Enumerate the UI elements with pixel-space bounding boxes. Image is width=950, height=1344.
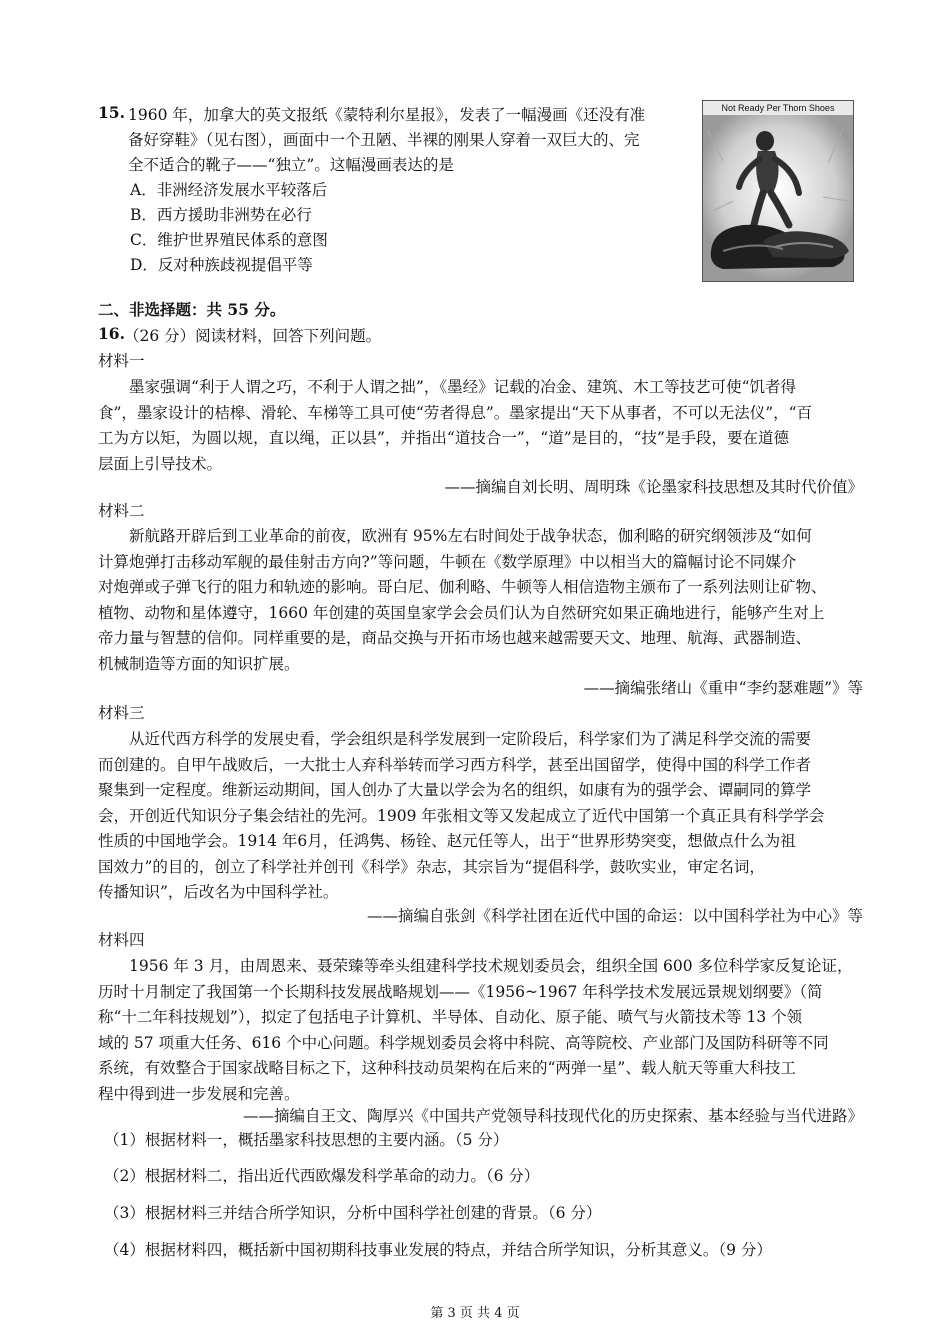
material-1-text	[98, 375, 863, 477]
material-3-line: 会，开创近代知识分子集会结社的先河。1909 年张相文等又发起成立了近代中国第一个真正具有科学学会	[98, 806, 825, 825]
material-1-label: 材料一	[98, 352, 145, 370]
material-1-line: 墨家强调“利于人谓之巧，不利于人谓之拙”，《墨经》记载的冶金、建筑、木工等技艺可使“饥者得	[129, 378, 797, 396]
material-3-line: 聚集到一定程度。维新运动期间，国人创办了大量以学会为名的组织，如康有为的强学会、谭嗣同的算学	[98, 781, 812, 799]
cartoon-image	[702, 100, 854, 282]
material-1-line: 工为方以矩，为圆以规，直以绳，正以县”，并指出“道技合一”，“道”是目的，“技”是手段，要在道德	[98, 429, 789, 447]
question-1: （1）根据材料一，概括墨家科技思想的主要内涵。（5 分）	[104, 1131, 509, 1149]
q16-number: 16.	[98, 324, 125, 343]
material-1-line: 层面上引导技术。	[98, 454, 223, 473]
material-4-line: 程中得到进一步发展和完善。	[98, 1084, 300, 1103]
material-4-line: 域的 57 项重大任务、616 个中心问题。科学规划委员会将中科院、高等院校、产业部门及国防科研等不同	[98, 1033, 829, 1052]
material-3-line: 从近代西方科学的发展史看，学会组织是科学发展到一定阶段后，科学家们为了满足科学交流的需要	[129, 730, 812, 748]
material-3-source: ——摘编自张剑《科学社团在近代中国的命运：以中国科学社为中心》等	[366, 907, 863, 925]
q15-stem-line: 1960 年，加拿大的英文报纸《蒙特利尔星报》，发表了一幅漫画《还没有准	[128, 106, 646, 124]
material-3-text	[98, 727, 863, 906]
question-4: （4）根据材料四，概括新中国初期科技事业发展的特点，并结合所学知识，分析其意义。（9 分）	[104, 1241, 772, 1259]
material-1-line: 食”，墨家设计的桔槔、滑轮、车梯等工具可使“劳者得息”。墨家提出“天下从事者，不可以无法仪”，“百	[98, 403, 813, 422]
q15-options	[130, 178, 328, 278]
cartoon-caption: Not Ready Per Thorn Shoes	[721, 103, 835, 113]
material-2-text	[98, 524, 863, 677]
material-3-label: 材料三	[98, 704, 145, 722]
q15-stem	[128, 103, 645, 178]
q15-stem-line: 备好穿鞋》（见右图），画面中一个丑陋、半裸的刚果人穿着一双巨大的、完	[128, 131, 640, 149]
material-3-line: 传播知识”，后改名为中国科学社。	[98, 883, 339, 901]
material-4-line: 1956 年 3 月，由周恩来、聂荣臻等牵头组建科学技术规划委员会，组织全国 600 多位科学家反复论证，	[129, 957, 853, 975]
material-2-source: ——摘编张绪山《重申“李约瑟难题”》等	[583, 679, 863, 697]
material-3-line: 而创建的。自甲午战败后，一大批士人弃科举转而学习西方科学，甚至出国留学，使得中国的科学工作者	[98, 755, 812, 774]
section-heading: 二、非选择题：共 55 分。	[98, 300, 286, 319]
q15-number: 15.	[98, 103, 125, 122]
q15-option-d[interactable]: D．反对种族歧视提倡平等	[130, 256, 313, 274]
q15-option-a[interactable]: A．非洲经济发展水平较落后	[130, 181, 328, 199]
page-footer: 第 3 页 共 4 页	[430, 1306, 520, 1321]
question-3: （3）根据材料三并结合所学知识，分析中国科学社创建的背景。（6 分）	[104, 1204, 602, 1222]
material-2-line: 新航路开辟后到工业革命的前夜，欧洲有 95%左右时间处于战争状态，伽利略的研究纲领涉及“如何	[129, 527, 812, 545]
material-3-line: 性质的中国地学会。1914 年6月，任鸿隽、杨铨、赵元任等人，出于“世界形势突变，想做点什么为祖	[98, 832, 796, 850]
material-2-line: 对炮弹或子弹飞行的阻力和轨迹的影响。哥白尼、伽利略、牛顿等人相信造物主颁布了一系列法则让矿物、	[98, 578, 827, 596]
material-4-line: 历时十月制定了我国第一个长期科技发展战略规划——《1956~1967 年科学技术发展远景规划纲要》（简	[98, 982, 823, 1001]
material-4-label: 材料四	[98, 931, 145, 949]
question-2: （2）根据材料二，指出近代西欧爆发科学革命的动力。（6 分）	[104, 1167, 540, 1185]
material-4-text	[98, 954, 863, 1107]
material-2-line: 帝力量与智慧的信仰。同样重要的是，商品交换与开拓市场也越来越需要天文、地理、航海、武器制造、	[98, 629, 812, 647]
material-2-line: 植物、动物和星体遵守，1660 年创建的英国皇家学会会员们认为自然研究如果正确地进行，能够产生对上	[98, 603, 825, 622]
q15-option-b[interactable]: B．西方援助非洲势在必行	[130, 206, 312, 224]
material-2-line: 机械制造等方面的知识扩展。	[98, 654, 300, 673]
material-4-source: ——摘编自王文、陶厚兴《中国共产党领导科技现代化的历史探索、基本经验与当代进路》	[242, 1107, 863, 1125]
material-4-line: 系统，有效整合于国家战略目标之下，这种科技动员架构在后来的“两弹一星”、载人航天等重大科技工	[98, 1059, 796, 1077]
q15-option-c[interactable]: C．维护世界殖民体系的意图	[130, 231, 328, 249]
material-3-line: 国效力”的目的，创立了科学社并创刊《科学》杂志，其宗旨为“提倡科学，鼓吹实业，审定名词，	[98, 857, 765, 876]
q15-stem-line: 全不适合的靴子——“独立”。这幅漫画表达的是	[128, 156, 454, 174]
material-2-label: 材料二	[98, 502, 145, 520]
q16-intro: （26 分）阅读材料，回答下列问题。	[124, 327, 382, 345]
material-4-line: 称“十二年科技规划”），拟定了包括电子计算机、半导体、自动化、原子能、喷气与火箭技术等 13 个领	[98, 1008, 803, 1026]
material-1-source: ——摘编自刘长明、周明珠《论墨家科技思想及其时代价值》	[444, 478, 863, 496]
material-2-line: 计算炮弹打击移动军舰的最佳射击方向?”等问题，牛顿在《数学原理》中以相当大的篇幅讨论不同媒介	[98, 552, 797, 571]
cartoon-drawing	[703, 101, 853, 281]
